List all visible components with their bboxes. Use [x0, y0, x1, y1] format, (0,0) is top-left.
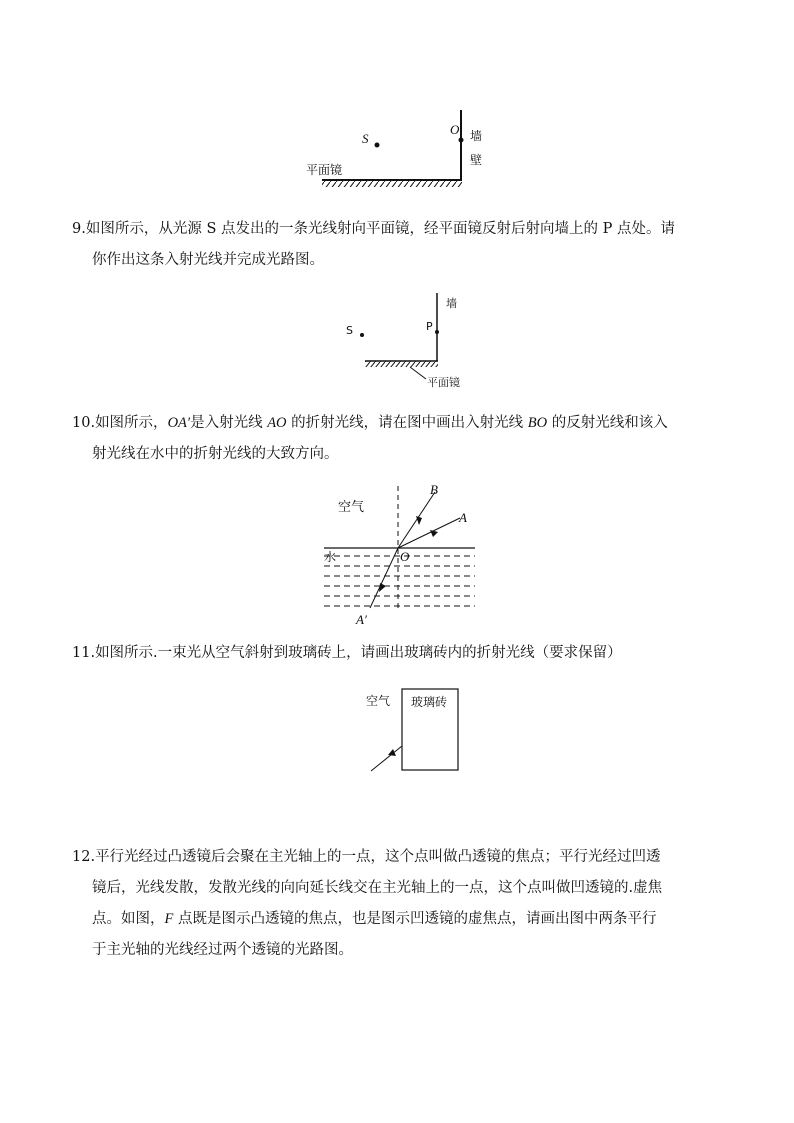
wall-label: 墙: [446, 297, 457, 310]
point-o-label: O: [400, 549, 410, 564]
figure-q11-svg: [360, 685, 470, 780]
figure-q10-svg: [320, 482, 480, 627]
water-label: 水: [324, 550, 337, 564]
figure-q11: [360, 685, 470, 780]
mirror-hatch: [365, 361, 438, 367]
point-s-label: S: [362, 131, 369, 146]
point-p-label: P: [426, 320, 433, 333]
ray-oa-prime: [370, 548, 398, 608]
glass-label: 玻璃砖: [411, 695, 448, 709]
ray-bo-arrow: [416, 516, 422, 525]
point-p-dot: [435, 330, 439, 334]
wall-label-1: 墙: [470, 129, 483, 143]
incident-ray: [371, 746, 402, 771]
question-12: [72, 842, 722, 966]
point-o-dot: [459, 138, 464, 143]
question-9-line-1: 9.如图所示，从光源 S 点发出的一条光线射向平面镜，经平面镜反射后射向墙上的 P 点处。请: [72, 221, 675, 237]
question-12-line-2: 镜后，光线发散，发散光线的向向延长线交在主光轴上的一点，这个点叫做凹透镜的.虚焦: [92, 880, 663, 896]
question-11-line-1: 11.如图所示.一束光从空气斜射到玻璃砖上，请画出玻璃砖内的折射光线（要求保留）: [72, 645, 622, 661]
point-a-label: A: [459, 510, 467, 525]
question-10-line-1: 10.如图所示，OA′是入射光线 AO 的折射光线，请在图中画出入射光线 BO 的反射光线和该入: [72, 415, 668, 431]
mirror-label: 平面镜: [427, 376, 460, 389]
question-12-line-1: 12.平行光经过凸透镜后会聚在主光轴上的一点，这个点叫做凸透镜的焦点；平行光经过凹透: [72, 849, 661, 865]
mirror-label: 平面镜: [306, 163, 343, 177]
figure-q10: [320, 482, 480, 627]
air-label: 空气: [366, 694, 391, 708]
ray-oa-prime-arrow: [379, 583, 386, 592]
figure-mirror-wall: [300, 110, 500, 195]
question-10: [72, 408, 722, 470]
point-b-label: B: [430, 482, 438, 497]
point-s-dot: [375, 143, 380, 148]
ray-ao-arrow: [430, 530, 438, 537]
mirror-leader-line: [410, 367, 426, 379]
ray-ao: [398, 518, 460, 548]
point-o-label: O: [450, 122, 460, 137]
point-s-label: S: [346, 324, 353, 337]
mirror-hatch: [322, 180, 462, 187]
figure-mirror-wall-svg: [300, 110, 500, 195]
air-label: 空气: [338, 500, 365, 515]
point-a-prime-label: A′: [356, 612, 367, 627]
incident-ray-arrow: [388, 749, 396, 756]
question-11: [72, 638, 722, 669]
point-s-dot: [360, 333, 364, 337]
question-10-line-2: 射光线在水中的折射光线的大致方向。: [92, 446, 339, 462]
figure-q9-svg: [340, 290, 480, 390]
question-12-line-4: 于主光轴的光线经过两个透镜的光路图。: [92, 942, 353, 958]
question-9: [72, 214, 722, 276]
question-9-line-2: 你作出这条入射光线并完成光路图。: [92, 252, 324, 268]
question-12-line-3: 点。如图，F 点既是图示凸透镜的焦点，也是图示凹透镜的虚焦点，请画出图中两条平行: [92, 911, 657, 927]
figure-q9: [340, 290, 480, 390]
wall-label-2: 壁: [470, 153, 483, 167]
